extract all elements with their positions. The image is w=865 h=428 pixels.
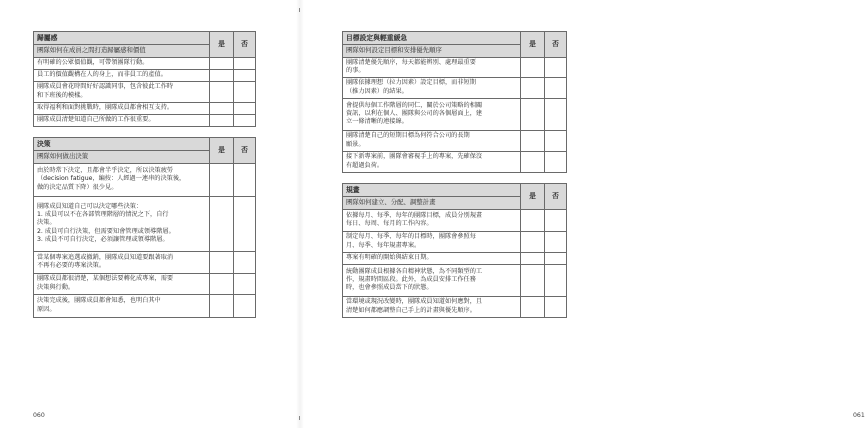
yes-checkbox-cell[interactable]	[210, 273, 234, 294]
checklist-item-text: 統動團隊成員根據各自精神狀態，為不同類型的工 作，規畫時間區段。此外，為成員安排工作任務 時，也會參照成員當下的狀態。	[343, 264, 521, 296]
no-checkbox-cell[interactable]	[234, 294, 256, 317]
yes-checkbox-cell[interactable]	[521, 130, 545, 151]
yes-column-header: 是	[210, 32, 234, 58]
yes-checkbox-cell[interactable]	[521, 57, 545, 77]
checklist-table-left	[33, 31, 256, 318]
no-checkbox-cell[interactable]	[545, 296, 567, 317]
no-checkbox-cell[interactable]	[545, 209, 567, 231]
yes-checkbox-cell[interactable]	[210, 251, 234, 273]
yes-checkbox-cell[interactable]	[210, 102, 234, 114]
no-checkbox-cell[interactable]	[234, 81, 256, 102]
checklist-item-text: 依據每月、每季、每年的團隊目標，成員分別規畫 每日、每周、每月的工作內容。	[343, 209, 521, 231]
no-column-header: 否	[545, 32, 567, 58]
section-subtitle: 團隊如何在成員之間打造歸屬感和價值	[34, 45, 210, 58]
right-page	[300, 0, 865, 428]
no-column-header: 否	[545, 183, 567, 209]
section-title: 歸屬感	[34, 32, 210, 45]
section-title-row	[34, 137, 256, 150]
yes-checkbox-cell[interactable]	[521, 231, 545, 252]
checklist-item-text: 有明確的公眾價值觀，可帶領團隊行動。	[34, 57, 210, 69]
checklist-item-text: 團隊清楚自己的短期目標為何符合公司的長期 願景。	[343, 130, 521, 151]
checklist-item-text: 當環境或現況改變時，團隊成員知道如何應對，且 清楚如何都應調整自己手上的計畫與優先順序。	[343, 296, 521, 317]
no-checkbox-cell[interactable]	[545, 252, 567, 264]
checklist-item-text: 團隊依據理想（拉力因素）設定目標，而非短期 （推力因素）的結果。	[343, 77, 521, 98]
checklist-row	[34, 81, 256, 102]
checklist-row	[34, 163, 256, 196]
section-title: 目標設定與輕重緩急	[343, 32, 521, 45]
checklist-item-text: 團隊清楚優先順序，每天都能辨別、處理最重要 的事。	[343, 57, 521, 77]
no-checkbox-cell[interactable]	[234, 102, 256, 114]
binding-mark-top	[299, 8, 300, 12]
section-subtitle: 團隊如何建立、分配、調整計畫	[343, 196, 521, 209]
checklist-item-text: 會提供每個工作階層的同仁，關於公司策略的相關 資訊，以利在個人、團隊與公司的各個層面上，建 立一條清晰的連接線。	[343, 98, 521, 130]
no-checkbox-cell[interactable]	[545, 130, 567, 151]
checklist-item-text: 決策完成後，團隊成員都會知悉，也明白其中 原因。	[34, 294, 210, 317]
checklist-row	[343, 57, 567, 77]
no-checkbox-cell[interactable]	[234, 114, 256, 126]
yes-checkbox-cell[interactable]	[210, 114, 234, 126]
section-subtitle: 團隊如何設定目標和安排優先順序	[343, 45, 521, 58]
checklist-item-text: 取得福利和面對挑戰時，團隊成員都會相互支持。	[34, 102, 210, 114]
yes-checkbox-cell[interactable]	[210, 196, 234, 251]
binding-mark-bottom	[299, 416, 300, 420]
no-checkbox-cell[interactable]	[545, 98, 567, 130]
checklist-item-text: 團隊成員清楚知道自己所做的工作很重要。	[34, 114, 210, 126]
section-title-row	[34, 32, 256, 45]
checklist-row	[343, 98, 567, 130]
book-gutter	[296, 0, 304, 428]
no-checkbox-cell[interactable]	[545, 231, 567, 252]
checklist-row	[34, 114, 256, 126]
checklist-row	[343, 130, 567, 151]
yes-checkbox-cell[interactable]	[210, 294, 234, 317]
checklist-row	[343, 231, 567, 252]
checklist-row	[34, 196, 256, 251]
section-spacer	[34, 126, 256, 137]
checklist-row	[34, 102, 256, 114]
checklist-row	[34, 57, 256, 69]
checklist-table-right	[342, 31, 567, 318]
page-number: 061	[853, 412, 865, 419]
no-checkbox-cell[interactable]	[545, 151, 567, 172]
no-checkbox-cell[interactable]	[234, 273, 256, 294]
no-checkbox-cell[interactable]	[545, 57, 567, 77]
checklist-row	[34, 273, 256, 294]
no-checkbox-cell[interactable]	[545, 264, 567, 296]
checklist-row	[343, 296, 567, 317]
yes-checkbox-cell[interactable]	[521, 209, 545, 231]
checklist-row	[34, 294, 256, 317]
checklist-item-text: 員工的價值觀構在人的身上，而非員工的產值。	[34, 69, 210, 81]
checklist-row	[343, 209, 567, 231]
spacer-cell	[343, 172, 567, 183]
section-title-row	[343, 183, 567, 196]
checklist-item-text: 團隊成員知道自己可以決定哪些決策： 1. 成員可以不在各部管理階層的情況之下，自行 決策。 2. 成員可自行決策，但需要知會管理或領導階層。 3. 成員不可自行決定，必須讓管理或領導階層。	[34, 196, 210, 251]
yes-checkbox-cell[interactable]	[521, 77, 545, 98]
yes-checkbox-cell[interactable]	[210, 163, 234, 196]
yes-column-header: 是	[521, 32, 545, 58]
no-checkbox-cell[interactable]	[234, 163, 256, 196]
yes-checkbox-cell[interactable]	[210, 81, 234, 102]
checklist-item-text: 當某個專案追選或撤銷，團隊成員知道要跟著取消 不再有必要的專案決策。	[34, 251, 210, 273]
checklist-row	[343, 77, 567, 98]
yes-column-header: 是	[521, 183, 545, 209]
section-title: 決策	[34, 137, 210, 150]
yes-checkbox-cell[interactable]	[210, 69, 234, 81]
spacer-cell	[34, 126, 256, 137]
section-title-row	[343, 32, 567, 45]
checklist-row	[343, 264, 567, 296]
no-column-header: 否	[234, 137, 256, 163]
no-checkbox-cell[interactable]	[234, 251, 256, 273]
yes-column-header: 是	[210, 137, 234, 163]
no-checkbox-cell[interactable]	[545, 77, 567, 98]
yes-checkbox-cell[interactable]	[521, 98, 545, 130]
no-checkbox-cell[interactable]	[234, 69, 256, 81]
no-column-header: 否	[234, 32, 256, 58]
section-spacer	[343, 172, 567, 183]
checklist-item-text: 制定每月、每季、每年的目標時，團隊會參照每 月、每季、每年規畫專案。	[343, 231, 521, 252]
checklist-row	[343, 151, 567, 172]
checklist-item-text: 專案有明確的開始與結束日期。	[343, 252, 521, 264]
section-subtitle: 團隊如何做出決策	[34, 150, 210, 163]
yes-checkbox-cell[interactable]	[210, 57, 234, 69]
page-number: 060	[33, 412, 45, 419]
yes-checkbox-cell[interactable]	[521, 296, 545, 317]
no-checkbox-cell[interactable]	[234, 57, 256, 69]
section-title: 規畫	[343, 183, 521, 196]
no-checkbox-cell[interactable]	[234, 196, 256, 251]
yes-checkbox-cell[interactable]	[521, 151, 545, 172]
checklist-item-text: 團隊成員會花時間好好認識同事，包含彼此工作時 和下班後的模樣。	[34, 81, 210, 102]
checklist-item-text: 團隊成員都很清楚，某個想法要轉化成專案，需要 決策與行動。	[34, 273, 210, 294]
checklist-row	[343, 252, 567, 264]
checklist-row	[34, 69, 256, 81]
checklist-item-text: 由於時常下決定，且都會半乎決定，所以決策疲勞 （decision fatigue，編按：人經過一連串的決策後， 做的決定品質下降）很少見。	[34, 163, 210, 196]
yes-checkbox-cell[interactable]	[521, 252, 545, 264]
yes-checkbox-cell[interactable]	[521, 264, 545, 296]
left-page	[0, 0, 300, 428]
checklist-row	[34, 251, 256, 273]
checklist-item-text: 接下新專案前，團隊會審視手上的專案，先確保沒 有超過負荷。	[343, 151, 521, 172]
